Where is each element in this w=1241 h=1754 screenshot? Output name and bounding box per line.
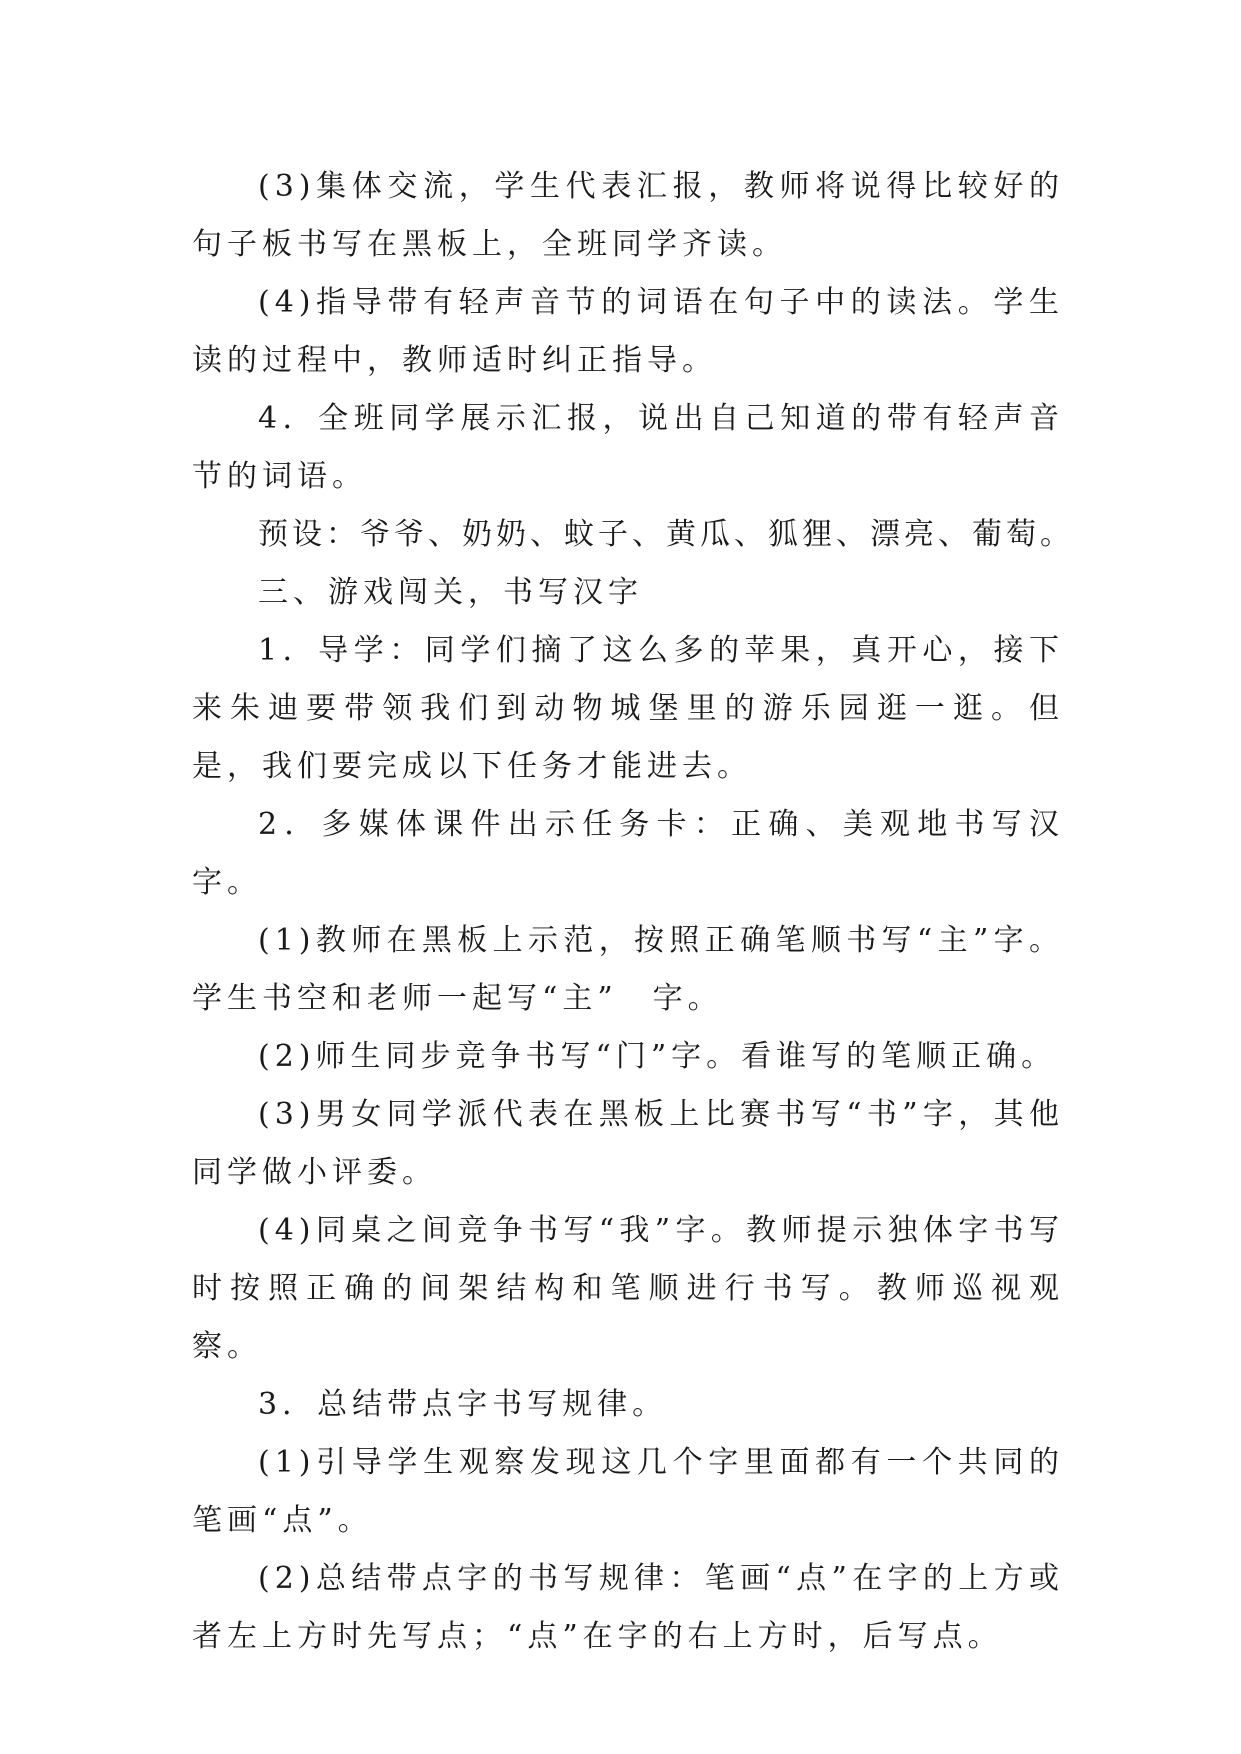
paragraph-discussion-report: (3)集体交流，学生代表汇报，教师将说得比较好的句子板书写在黑板上，全班同学齐读。: [192, 169, 1064, 262]
paragraph-neutral-tone-reading: (4)指导带有轻声音节的词语在句子中的读法。学生读的过程中，教师适时纠正指导。: [192, 285, 1064, 378]
paragraph-dot-rule: (2)总结带点字的书写规律：笔画“点”在字的上方或者左上方时先写点；“点”在字的右上方时，后写点。: [192, 1561, 1064, 1654]
paragraph-summary-heading: 3．总结带点字书写规律。: [258, 1387, 668, 1422]
paragraph-guided-intro: 1．导学：同学们摘了这么多的苹果，真开心，接下来朱迪要带领我们到动物城堡里的游乐园逛一逛。但是，我们要完成以下任务才能进去。: [192, 633, 1064, 784]
paragraph-compete-men: (2)师生同步竞争书写“门”字。看谁写的笔顺正确。: [258, 1039, 1057, 1074]
paragraph-compete-shu: (3)男女同学派代表在黑板上比赛书写“书”字，其他同学做小评委。: [192, 1097, 1064, 1190]
document-body: [192, 158, 1074, 1666]
paragraph-class-presentation: 4．全班同学展示汇报，说出自己知道的带有轻声音节的词语。: [192, 401, 1064, 494]
paragraph-compete-wo: (4)同桌之间竞争书写“我”字。教师提示独体字书写时按照正确的间架结构和笔顺进行书写。教师巡视观察。: [192, 1213, 1064, 1364]
paragraph-preset-examples: 预设：爷爷、奶奶、蚊子、黄瓜、狐狸、漂亮、葡萄。: [258, 517, 1074, 552]
paragraph-task-card: 2．多媒体课件出示任务卡：正确、美观地书写汉字。: [192, 807, 1064, 900]
paragraph-demo-zhu: (1)教师在黑板上示范，按照正确笔顺书写“主”字。学生书空和老师一起写“主” 字。: [192, 923, 1064, 1016]
paragraph-observe-dot: (1)引导学生观察发现这几个字里面都有一个共同的笔画“点”。: [192, 1445, 1064, 1538]
section-heading-writing-game: 三、游戏闯关，书写汉字: [258, 575, 643, 610]
